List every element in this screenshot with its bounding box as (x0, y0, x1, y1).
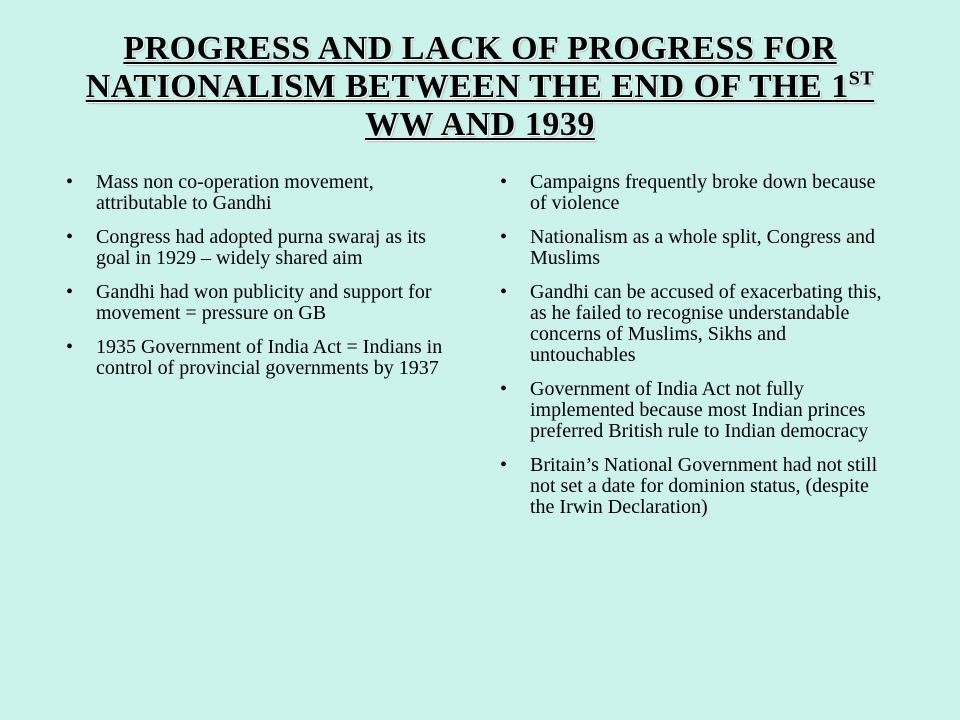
list-item (66, 337, 446, 379)
list-item-text: Gandhi had won publicity and support for movement = pressure on GB (96, 281, 432, 324)
slide-title-end: WW AND 1939 (365, 106, 595, 143)
list-item-text: 1935 Government of India Act = Indians in control of provincial governments by 1937 (96, 336, 443, 379)
list-item (500, 172, 890, 214)
bullet-icon: • (500, 171, 508, 193)
list-item (66, 227, 446, 269)
lack-of-progress-list (500, 172, 890, 531)
bullet-icon: • (500, 454, 508, 476)
bullet-icon: • (66, 171, 74, 193)
bullet-icon: • (66, 226, 74, 248)
progress-list (66, 172, 446, 392)
list-item (66, 172, 446, 214)
list-item-text: Government of India Act not fully implemented because most Indian princes preferred British rule to Indian democracy (530, 378, 869, 442)
bullet-icon: • (500, 281, 508, 303)
list-item-text: Britain’s National Government had not still not set a date for dominion status, (despite the Irwin Declaration) (530, 454, 878, 518)
list-item-text: Congress had adopted purna swaraj as its goal in 1929 – widely shared aim (96, 226, 426, 269)
slide-title-superscript: ST (848, 67, 875, 90)
list-item (500, 455, 890, 518)
list-item-text: Nationalism as a whole split, Congress and Muslims (530, 226, 875, 269)
bullet-icon: • (500, 226, 508, 248)
bullet-icon: • (500, 378, 508, 400)
list-item (500, 282, 890, 366)
bullet-icon: • (66, 336, 74, 358)
bullet-icon: • (66, 281, 74, 303)
list-item (500, 379, 890, 442)
list-item-text: Mass non co-operation movement, attributable to Gandhi (96, 171, 374, 214)
list-item (500, 227, 890, 269)
slide-title-main: PROGRESS AND LACK OF PROGRESS FOR NATIONALISM BETWEEN THE END OF THE 1 (85, 30, 849, 105)
list-item-text: Campaigns frequently broke down because of violence (530, 171, 876, 214)
list-item (66, 282, 446, 324)
slide-title (60, 30, 900, 144)
list-item-text: Gandhi can be accused of exacerbating this, as he failed to recognise understandable concerns of Muslims, Sikhs and untouchables (530, 281, 882, 366)
